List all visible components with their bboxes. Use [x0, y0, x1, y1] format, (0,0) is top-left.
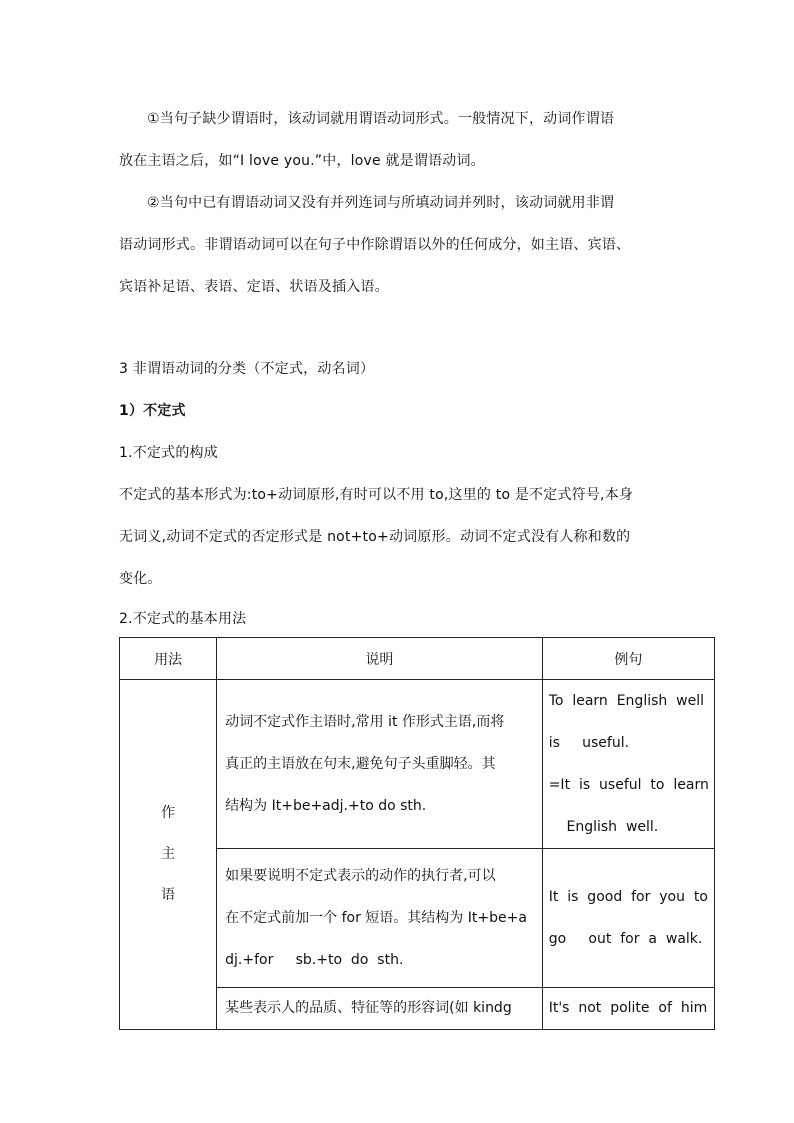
- paragraph-1-line-1: ①当句子缺少谓语时，该动词就用谓语动词形式。一般情况下，动词作谓语: [147, 111, 615, 127]
- paragraph-2-line-1: ②当句中已有谓语动词又没有并列连词与所填动词并列时，该动词就用非谓: [147, 195, 615, 211]
- explanation-cell: [217, 680, 543, 849]
- example-line: It is good for you to: [548, 889, 708, 905]
- explanation-line: dj.+for sb.+to do sth.: [225, 952, 404, 968]
- paragraph-1-line-2: 放在主语之后，如“I love you.”中，love 就是谓语动词。: [119, 153, 485, 169]
- example-line: go out for a walk.: [548, 931, 703, 947]
- example-line: English well.: [548, 819, 659, 835]
- header-usage: 用法: [120, 638, 217, 680]
- usage-table: [119, 637, 715, 1030]
- paragraph-2-line-2: 语动词形式。非谓语动词可以在句子中作除谓语以外的任何成分，如主语、宾语、: [119, 237, 631, 253]
- table-header-row: [120, 638, 715, 680]
- example-line: =It is useful to learn: [548, 777, 709, 793]
- usage-char: 作: [161, 805, 176, 821]
- paragraph-2-line-3: 宾语补足语、表语、定语、状语及插入语。: [119, 279, 389, 295]
- example-line: is useful.: [548, 735, 630, 751]
- item-1-body-line-1: 不定式的基本形式为:to+动词原形,有时可以不用 to,这里的 to 是不定式符号,本身: [119, 487, 634, 503]
- example-line: To learn English well: [548, 693, 705, 709]
- header-example: 例句: [542, 638, 714, 680]
- item-1-heading: 1.不定式的构成: [119, 445, 218, 461]
- header-explanation: 说明: [217, 638, 543, 680]
- explanation-line: 动词不定式作主语时,常用 it 作形式主语,而将: [225, 714, 505, 730]
- table-row: [120, 680, 715, 849]
- example-cell: [542, 849, 714, 988]
- example-cell: [542, 680, 714, 849]
- explanation-line: 结构为 It+be+adj.+to do sth.: [225, 798, 427, 814]
- explanation-line: 某些表示人的品质、特征等的形容词(如 kindg: [225, 1000, 512, 1016]
- section-heading: 3 非谓语动词的分类（不定式，动名词）: [119, 361, 375, 377]
- example-cell: [542, 988, 714, 1030]
- usage-char: 语: [161, 887, 176, 903]
- item-1-body-line-2: 无词义,动词不定式的否定形式是 not+to+动词原形。动词不定式没有人称和数的: [119, 529, 631, 545]
- explanation-line: 如果要说明不定式表示的动作的执行者,可以: [225, 868, 496, 884]
- item-1-body-line-3: 变化。: [119, 571, 162, 587]
- explanation-line: 真正的主语放在句末,避免句子头重脚轻。其: [225, 756, 496, 772]
- usage-cell: [120, 680, 217, 1030]
- usage-char: 主: [161, 846, 176, 862]
- example-line: It's not polite of him: [548, 1000, 708, 1016]
- item-2-heading: 2.不定式的基本用法: [119, 611, 247, 627]
- explanation-cell: [217, 988, 543, 1030]
- subsection-heading: 1）不定式: [119, 403, 186, 419]
- explanation-line: 在不定式前加一个 for 短语。其结构为 It+be+a: [225, 910, 527, 926]
- explanation-cell: [217, 849, 543, 988]
